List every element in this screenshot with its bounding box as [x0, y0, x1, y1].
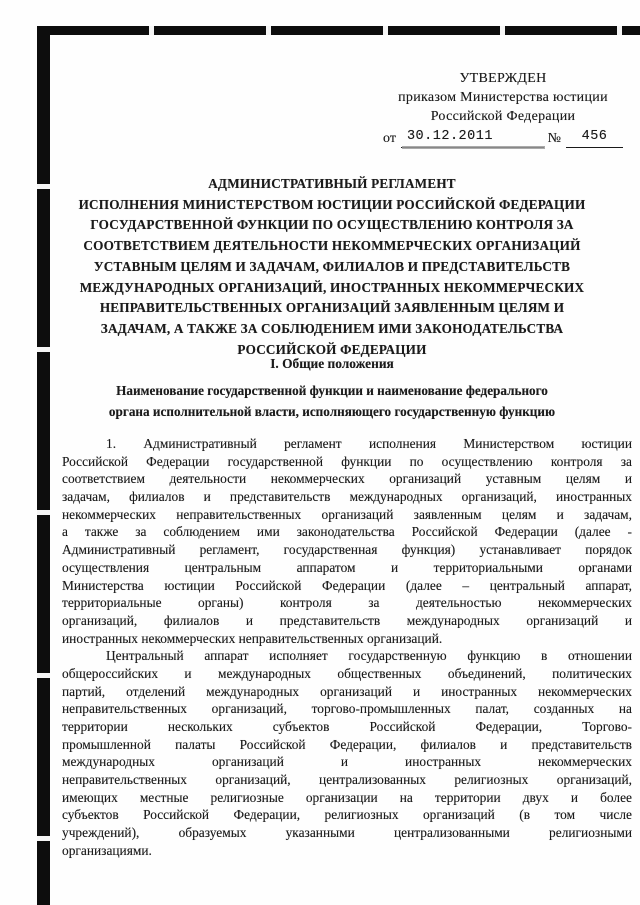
paragraph — [62, 647, 632, 859]
text-line: организаций, филиалов и представительств международных организаций и — [62, 612, 632, 628]
text-line: партий, отделений международных организаций и иностранных некоммерческих — [62, 683, 632, 699]
title-line: ГОСУДАРСТВЕННОЙ ФУНКЦИИ ПО ОСУЩЕСТВЛЕНИЮ КОНТРОЛЯ ЗА — [90, 217, 574, 233]
text-line: задачам, филиалов и представительств международных организаций, иностранных — [62, 489, 632, 505]
title-line: ИСПОЛНЕНИЯ МИНИСТЕРСТВОМ ЮСТИЦИИ РОССИЙСКОЙ ФЕДЕРАЦИИ — [78, 196, 586, 212]
text-line: международных организаций и иностранных некоммерческих — [62, 754, 632, 770]
text-line: иностранных некоммерческих неправительственных организаций. — [62, 630, 443, 646]
scan-edge-top-bar — [37, 26, 640, 35]
text-line: субъектов Российской Федерации, религиозных организаций (в том числе — [62, 807, 632, 823]
text-line: а также за соблюдением ими законодательства Российской Федерации (далее - — [62, 524, 632, 540]
approval-issuer-country: Российской Федерации — [430, 109, 576, 125]
paragraph — [62, 435, 632, 647]
approval-issuer: приказом Министерства юстиции — [398, 90, 608, 106]
text-line: некоммерческих неправительственных организаций заявленным целям и задачам, — [62, 506, 632, 522]
text-line: неправительственных организаций, централизованных религиозных организаций, — [62, 772, 632, 788]
text-line: учреждений), образуемых указанными централизованными религиозными — [62, 825, 632, 841]
scan-edge-left-bar — [37, 26, 50, 905]
title-line: НЕПРАВИТЕЛЬСТВЕННЫХ ОРГАНИЗАЦИЙ ЗАЯВЛЕННЫМ ЦЕЛЯМ И — [99, 300, 565, 316]
text-line: Центральный аппарат исполняет государственную функцию в отношении — [106, 648, 632, 664]
text-line: осуществления центральным аппаратом и территориальными органами — [62, 559, 632, 575]
title-line: МЕЖДУНАРОДНЫХ ОРГАНИЗАЦИЙ, ИНОСТРАННЫХ НЕКОММЕРЧЕСКИХ — [79, 279, 585, 295]
text-line: организациями. — [62, 842, 152, 858]
title-line: СООТВЕТСТВИЕМ ДЕЯТЕЛЬНОСТИ НЕКОММЕРЧЕСКИХ ОРГАНИЗАЦИЙ — [83, 238, 581, 254]
approval-block — [383, 69, 623, 148]
text-line: неправительственных организаций, торгово-промышленных палат, созданных на — [62, 701, 632, 717]
text-line: общероссийских и международных общественных объединений, политических — [62, 665, 632, 681]
title-line: ЗАДАЧАМ, А ТАКЖЕ ЗА СОБЛЮДЕНИЕМ ИМИ ЗАКОНОДАТЕЛЬСТВА — [100, 320, 564, 336]
scan-underline-smudge — [402, 146, 545, 149]
text-line: промышленной палаты Российской Федерации, филиалов и представительств — [62, 736, 632, 752]
subsection-line: органа исполнительной власти, исполняющего государственную функцию — [108, 404, 556, 419]
section-heading: I. Общие положения — [270, 356, 394, 371]
text-line: Административный регламент, государственная функция) устанавливает порядок — [62, 542, 632, 558]
text-line: территориальные органы) контроля за деятельностью некоммерческих — [62, 595, 632, 611]
title-line: РОССИЙСКОЙ ФЕДЕРАЦИИ — [237, 341, 427, 357]
text-line: Российской Федерации государственной функции по осуществлению контроля за — [62, 453, 632, 469]
document-body — [62, 435, 632, 860]
text-line: 1. Административный регламент исполнения Министерством юстиции — [106, 436, 632, 451]
date-value: 30.12.2011 — [401, 127, 544, 148]
approval-status: УТВЕРЖДЕН — [459, 71, 547, 86]
subsection-heading — [62, 380, 602, 422]
date-prefix: от — [383, 131, 396, 147]
title-line: АДМИНИСТРАТИВНЫЙ РЕГЛАМЕНТ — [208, 176, 456, 191]
document-title — [62, 174, 602, 360]
text-line: соответствием деятельности некоммерческих организаций уставным целям и — [62, 471, 632, 487]
text-line: территории нескольких субъектов Российской Федерации, Торгово- — [62, 719, 632, 734]
subsection-line: Наименование государственной функции и наименование федерального — [116, 383, 548, 398]
title-line: УСТАВНЫМ ЦЕЛЯМ И ЗАДАЧАМ, ФИЛИАЛОВ И ПРЕДСТАВИТЕЛЬСТВ — [93, 258, 571, 274]
number-sign: № — [547, 131, 561, 147]
text-line: имеющих местные религиозные организации на территории двух и более — [62, 789, 632, 805]
text-line: Министерства юстиции Российской Федерации (далее – центральный аппарат, — [62, 577, 632, 593]
number-value: 456 — [566, 127, 623, 148]
